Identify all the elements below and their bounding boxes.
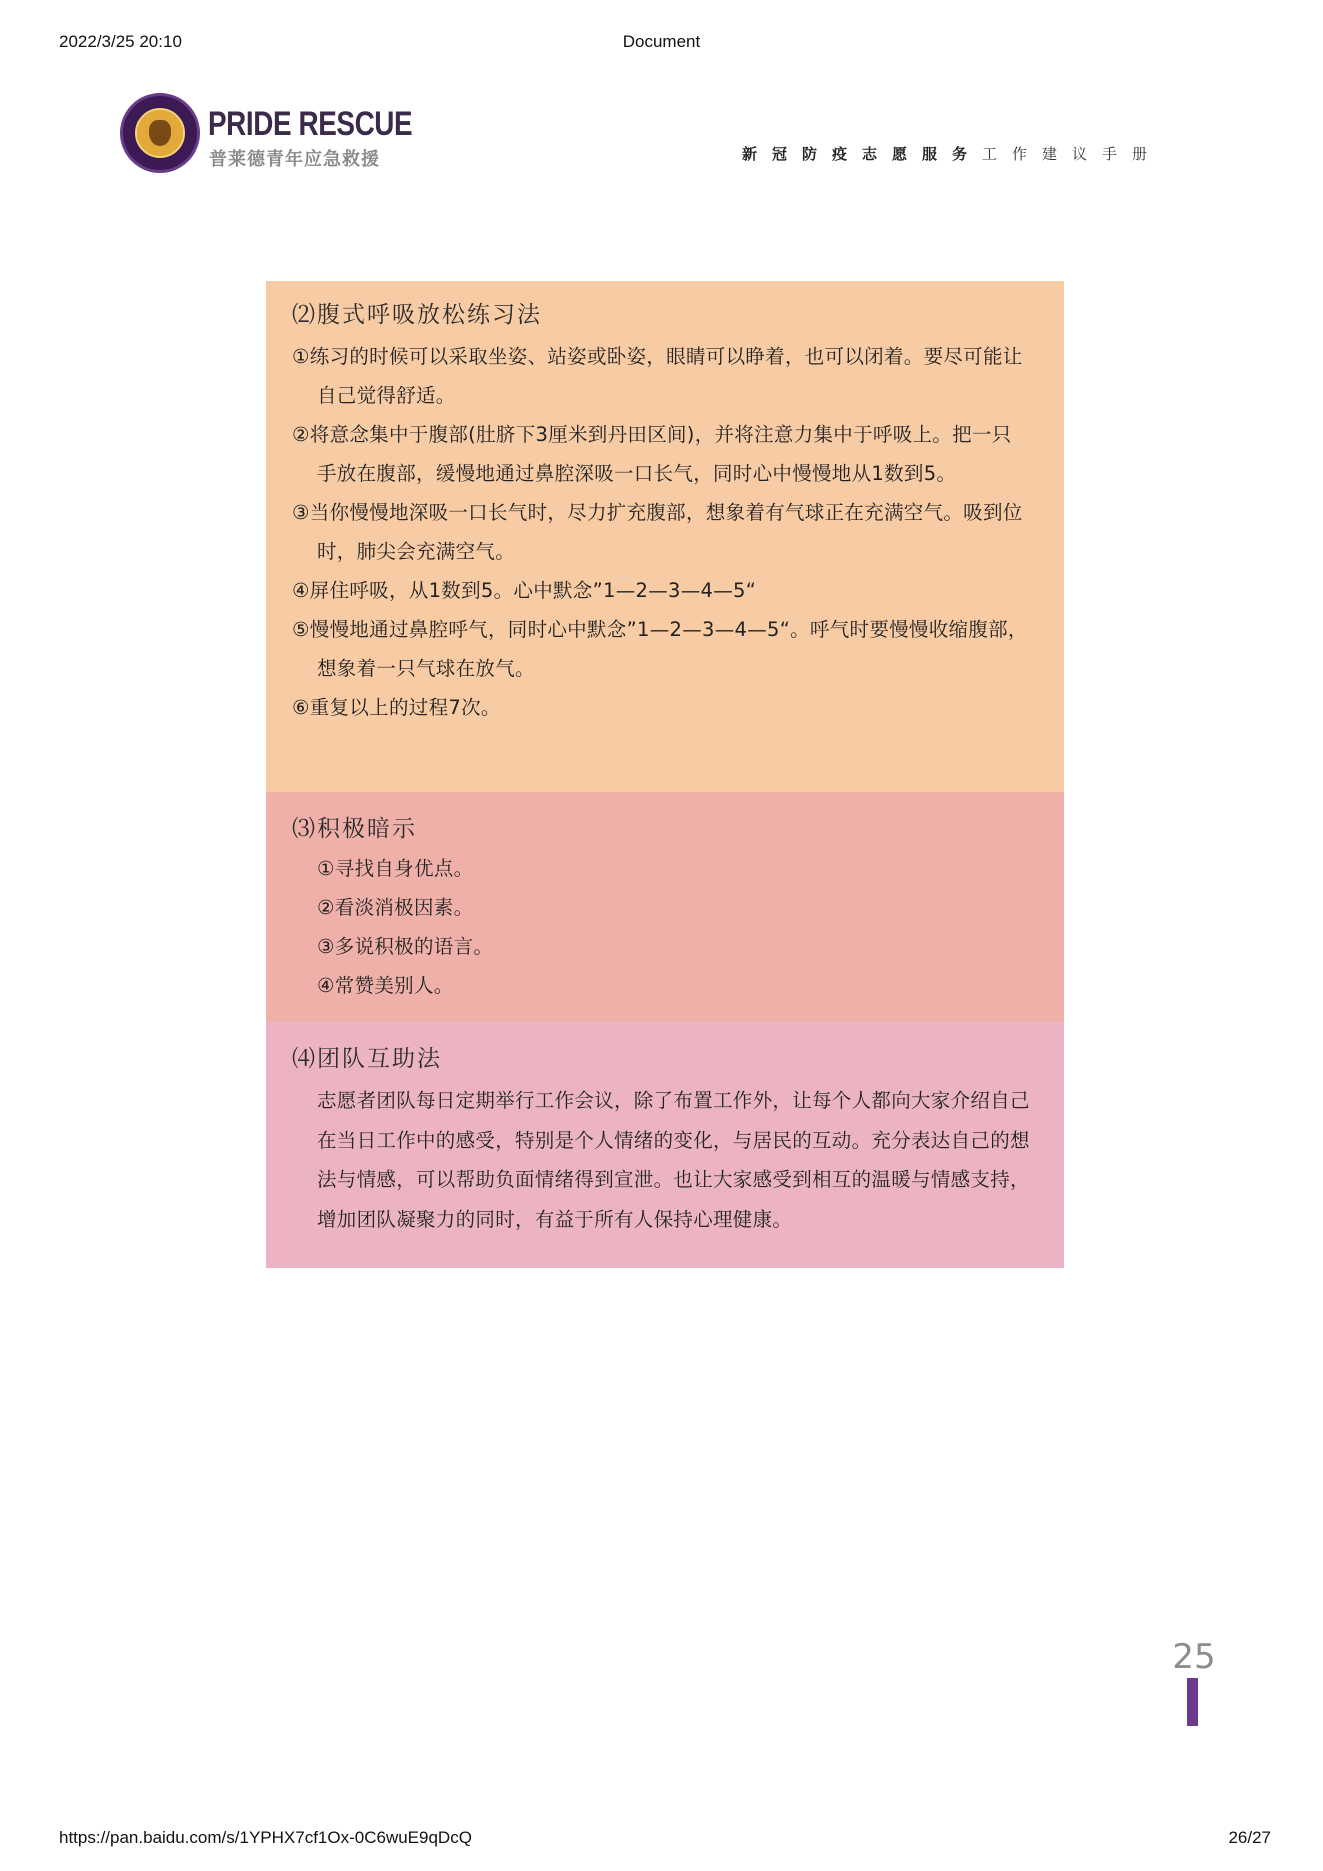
section-abdominal-breathing bbox=[266, 281, 1064, 792]
logo-subtitle: 普莱德青年应急救援 bbox=[209, 149, 380, 170]
section-paragraph: 志愿者团队每日定期举行工作会议，除了布置工作外，让每个人都向大家介绍自己在当日工作中的感受，特别是个人情绪的变化，与居民的互动。充分表达自己的想法与情感，可以帮助负面情绪得到宣泄。也让大家感受到相互的温暖与情感支持，增加团队凝聚力的同时，有益于所有人保持心理健康。 bbox=[317, 1089, 1030, 1231]
logo-title: PRIDE RESCUE bbox=[208, 105, 413, 143]
print-page-count: 26/27 bbox=[1228, 1828, 1271, 1847]
lion-seal-icon bbox=[120, 93, 200, 173]
page-accent-bar bbox=[1187, 1678, 1198, 1726]
print-datetime: 2022/3/25 20:10 bbox=[59, 32, 182, 51]
list-item: ②将意念集中于腹部(肚脐下3厘米到丹田区间)，并将注意力集中于呼吸上。把一只手放在腹部，缓慢地通过鼻腔深吸一口长气，同时心中慢慢地从1数到5。 bbox=[292, 423, 1012, 485]
section-positive-suggestion bbox=[266, 792, 1064, 1022]
pride-rescue-logo bbox=[120, 93, 420, 175]
list-item: ①练习的时候可以采取坐姿、站姿或卧姿，眼睛可以睁着，也可以闭着。要尽可能让自己觉得舒适。 bbox=[292, 345, 1023, 407]
list-item: ④常赞美别人。 bbox=[317, 974, 454, 997]
step-list bbox=[292, 337, 1030, 727]
print-document-title: Document bbox=[622, 32, 701, 51]
print-header bbox=[0, 32, 1323, 56]
print-url: https://pan.baidu.com/s/1YPHX7cf1Ox-0C6wuE9qDcQ bbox=[59, 1828, 472, 1847]
section-team-mutual-help bbox=[266, 1022, 1064, 1268]
section-title: ⑵腹式呼吸放松练习法 bbox=[292, 302, 542, 328]
list-item: ⑥重复以上的过程7次。 bbox=[292, 696, 501, 719]
list-item: ③当你慢慢地深吸一口长气时，尽力扩充腹部，想象着有气球正在充满空气。吸到位时，肺尖会充满空气。 bbox=[292, 501, 1023, 563]
manual-title-rest: 工作建议手册 bbox=[982, 145, 1163, 163]
page-number: 25 bbox=[1172, 1637, 1216, 1677]
list-item: ①寻找自身优点。 bbox=[317, 857, 474, 880]
list-item: ④屏住呼吸，从1数到5。心中默念”1—2—3—4—5“ bbox=[292, 579, 757, 602]
list-item: ⑤慢慢地通过鼻腔呼气，同时心中默念”1—2—3—4—5“。呼气时要慢慢收缩腹部，想象着一只气球在放气。 bbox=[292, 618, 1028, 680]
print-footer bbox=[0, 1828, 1323, 1852]
manual-title-bold: 新冠防疫志愿服务 bbox=[742, 145, 983, 163]
list-item: ②看淡消极因素。 bbox=[317, 896, 474, 919]
list-item: ③多说积极的语言。 bbox=[317, 935, 494, 958]
section-title: ⑶积极暗示 bbox=[292, 816, 417, 842]
tip-list bbox=[292, 849, 1030, 1005]
section-title: ⑷团队互助法 bbox=[292, 1046, 442, 1072]
manual-title bbox=[742, 143, 1162, 164]
